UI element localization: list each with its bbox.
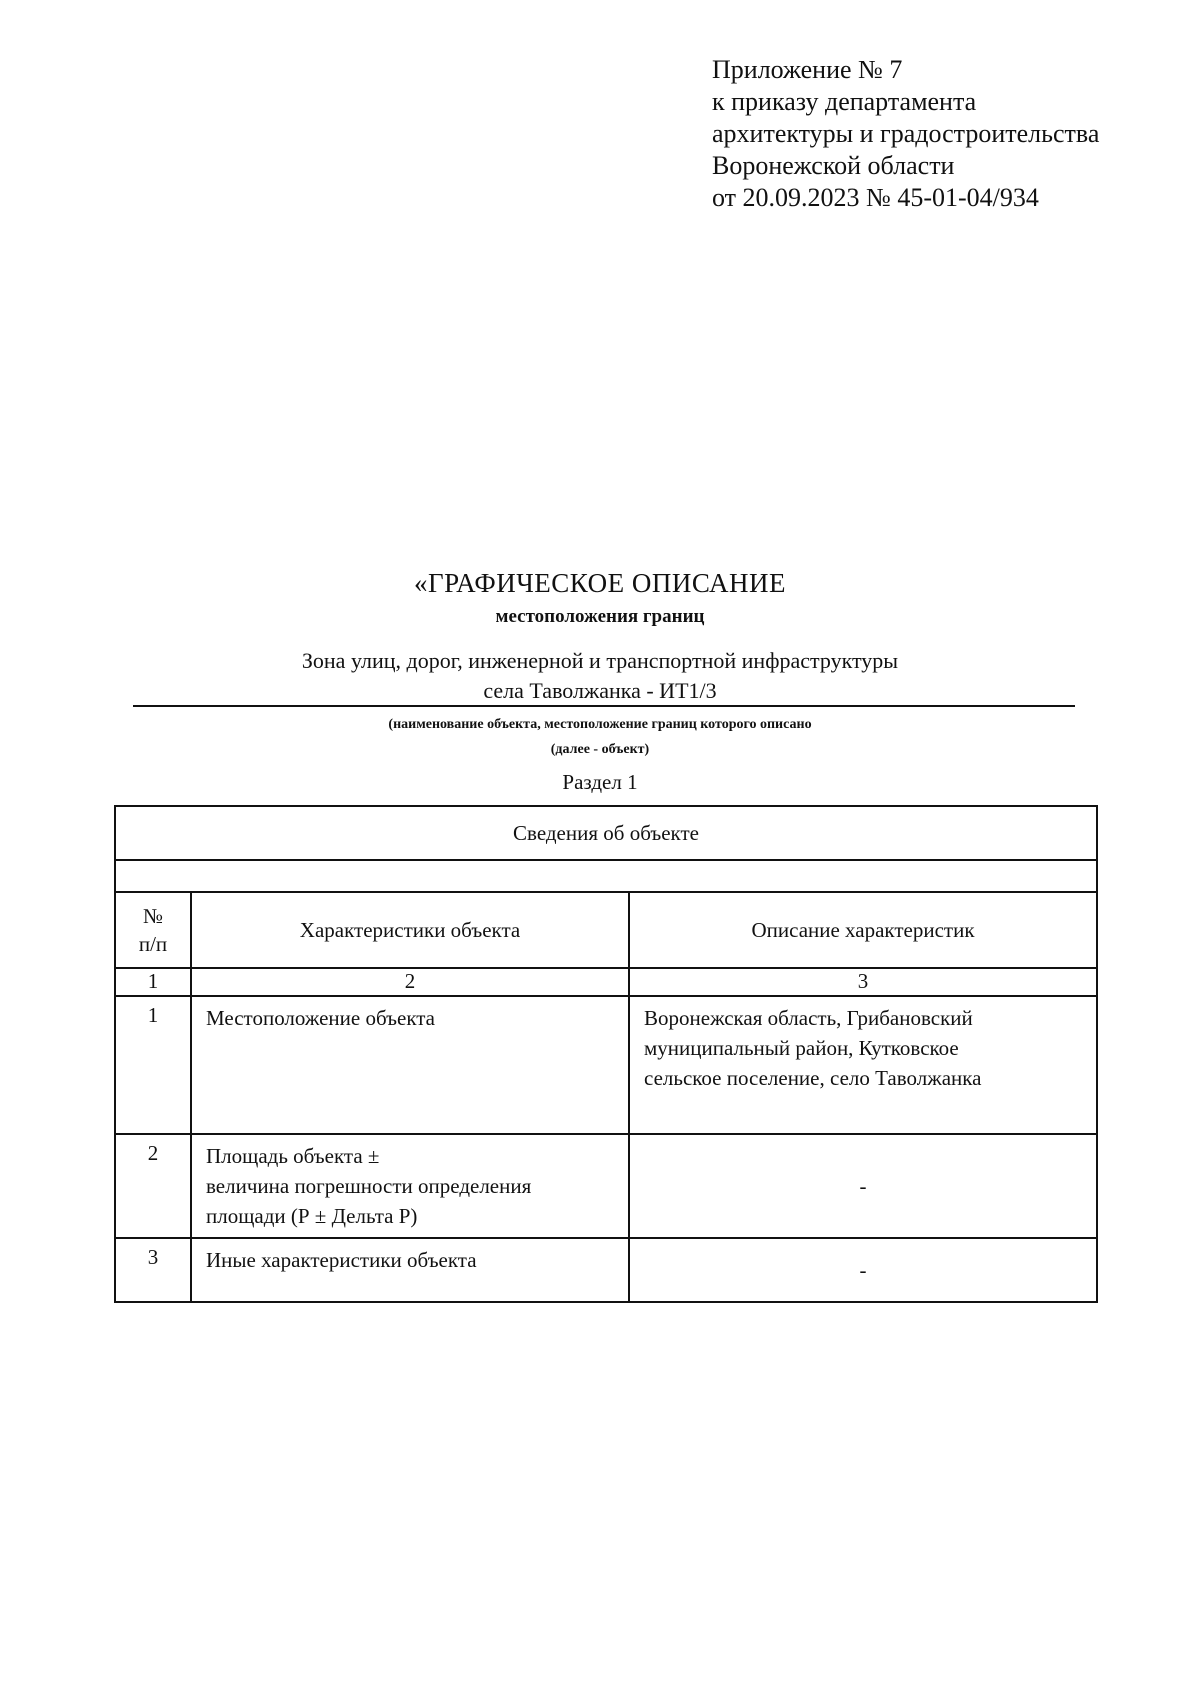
object-name-line: Зона улиц, дорог, инженерной и транспортной инфраструктуры	[301, 648, 899, 673]
column-index: 2	[191, 968, 629, 996]
column-description-header: Описание характеристик	[629, 892, 1097, 968]
appendix-block	[712, 54, 1099, 214]
row-description: -	[629, 1238, 1097, 1302]
row-number: 1	[115, 996, 191, 1134]
table-index-row	[115, 968, 1097, 996]
object-name-underline	[133, 705, 1075, 707]
blank-cell	[115, 860, 1097, 892]
row-characteristic	[191, 1134, 629, 1238]
appendix-line: Воронежской области	[712, 151, 955, 180]
characteristic-line: Иные характеристики объекта	[206, 1248, 477, 1272]
description-line: Воронежская область, Грибановский	[644, 1006, 973, 1030]
object-info-table	[114, 805, 1098, 1303]
appendix-line: Приложение № 7	[712, 55, 903, 84]
column-index: 1	[115, 968, 191, 996]
row-characteristic	[191, 996, 629, 1134]
characteristic-line: площади (Р ± Дельта Р)	[206, 1204, 418, 1228]
description-line: муниципальный район, Кутковское	[644, 1036, 959, 1060]
row-description: -	[629, 1134, 1097, 1238]
appendix-line: к приказу департамента	[712, 87, 977, 116]
characteristic-line: Местоположение объекта	[206, 1006, 436, 1030]
characteristic-line: Площадь объекта ±	[206, 1144, 380, 1168]
object-caption-line: (далее - объект)	[550, 742, 650, 757]
document-subtitle: местоположения границ	[495, 606, 705, 627]
document-title: «ГРАФИЧЕСКОЕ ОПИСАНИЕ	[413, 568, 787, 598]
row-number: 2	[115, 1134, 191, 1238]
column-characteristics-header: Характеристики объекта	[191, 892, 629, 968]
object-caption	[0, 712, 1200, 762]
table-row	[115, 1134, 1097, 1238]
table-columns-row	[115, 892, 1097, 968]
column-index: 3	[629, 968, 1097, 996]
appendix-line: архитектуры и градостроительства	[712, 119, 1100, 148]
section-label: Раздел 1	[562, 770, 638, 794]
table-blank-row	[115, 860, 1097, 892]
column-num-line: п/п	[138, 932, 168, 956]
object-caption-line: (наименование объекта, местоположение границ которого описано	[388, 717, 812, 732]
characteristic-line: величина погрешности определения	[206, 1174, 532, 1198]
object-name	[0, 646, 1200, 706]
column-num-header	[115, 892, 191, 968]
column-num-line: №	[142, 904, 164, 928]
row-number: 3	[115, 1238, 191, 1302]
table-header: Сведения об объекте	[115, 806, 1097, 860]
row-description	[629, 996, 1097, 1134]
appendix-line: от 20.09.2023 № 45-01-04/934	[712, 183, 1039, 212]
table-row	[115, 1238, 1097, 1302]
object-name-line: села Таволжанка - ИТ1/3	[483, 678, 717, 703]
table-row	[115, 996, 1097, 1134]
row-characteristic	[191, 1238, 629, 1302]
table-header-row	[115, 806, 1097, 860]
description-line: сельское поселение, село Таволжанка	[644, 1066, 982, 1090]
